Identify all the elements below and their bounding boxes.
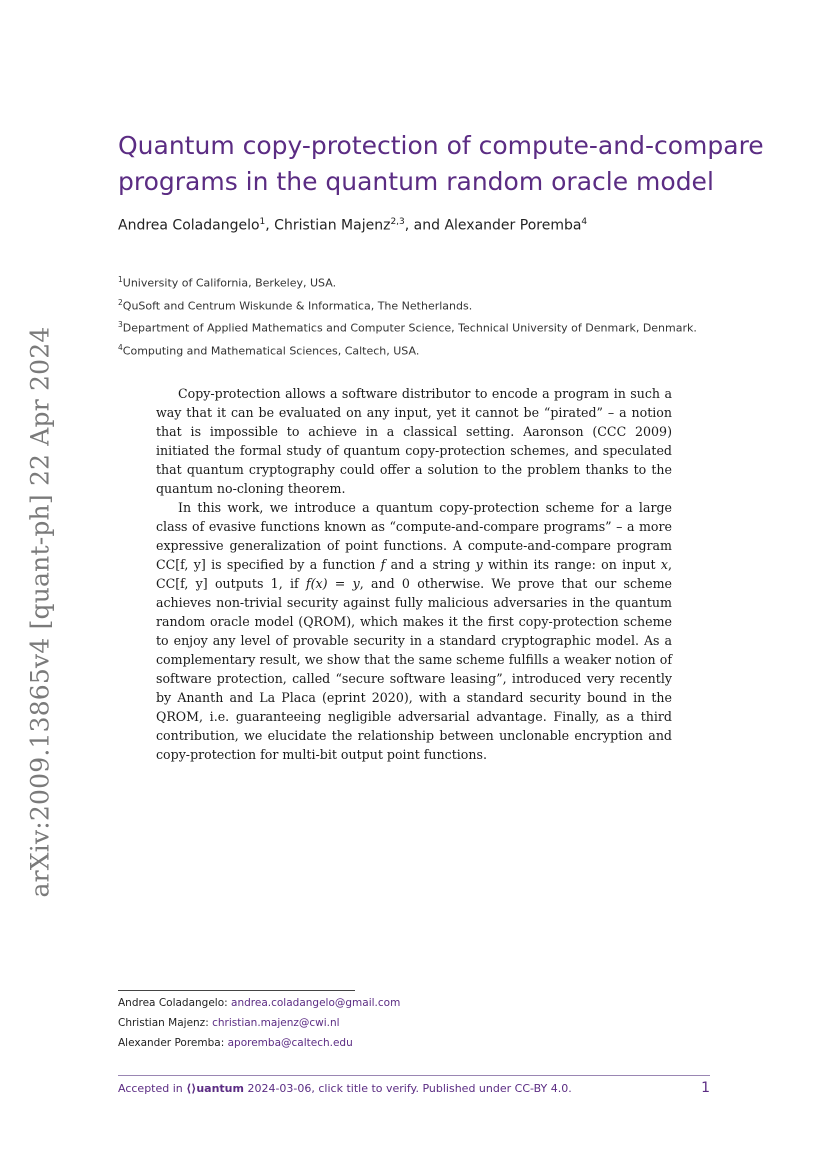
text-run: In this work, we introduce a quantum copy-protection scheme for a large class of evasive functions known as “compute-and-compare programs” – a more expressive generalization of point functions. A compute-and-compare program: [156, 500, 672, 553]
page-number: 1: [701, 1080, 710, 1096]
footnote-item: [118, 1013, 400, 1033]
footnote-item: [118, 1033, 400, 1053]
paper-title[interactable]: [118, 128, 764, 200]
footer-text: Accepted in: [118, 1082, 187, 1095]
math-f: f: [380, 557, 386, 572]
footnote-divider: [118, 990, 355, 991]
title-line-1: Quantum copy-protection of compute-and-compare: [118, 131, 764, 160]
abstract: [156, 384, 672, 764]
affiliation-list: [118, 270, 697, 361]
arxiv-stamp: arXiv:2009.13865v4 [quant-ph] 22 Apr 2024: [25, 326, 55, 898]
math-cc: CC[f, y]: [156, 576, 208, 591]
author-name: Andrea Coladangelo: [118, 217, 260, 234]
affiliation-text: Department of Applied Mathematics and Computer Science, Technical University of Denmark, Denmark.: [122, 321, 697, 335]
author-name: Christian Majenz: [274, 217, 391, 234]
text-run: is specified by a function: [205, 557, 381, 572]
author-affil-mark: 2,3: [390, 217, 405, 227]
affiliation-number: 3: [118, 320, 123, 330]
abstract-paragraph-1: Copy-protection allows a software distributor to encode a program in such a way that it can be evaluated on any input, yet it cannot be “pirated” – a notion that is impossible to achieve in a classical setting. Aaronson (CCC 2009) initiated the formal study of quantum copy-protection schemes, and speculated that quantum cryptography could offer a solution to the problem thanks to the quantum no-cloning theorem.: [156, 386, 672, 496]
math-equation: f(x) = y: [305, 576, 360, 591]
author-name: Alexander Poremba: [444, 217, 582, 234]
math-cc: CC[f, y]: [156, 557, 206, 572]
math-x: x: [660, 557, 668, 572]
footnote-author: Andrea Coladangelo:: [118, 997, 228, 1009]
title-line-2: programs in the quantum random oracle model: [118, 167, 714, 196]
email-link[interactable]: aporemba@caltech.edu: [227, 1037, 353, 1049]
quantum-journal-logo: ⟨⟩uantum: [186, 1082, 244, 1095]
text-run: and a string: [385, 557, 476, 572]
footer-divider: [118, 1075, 710, 1076]
footnote-author: Christian Majenz:: [118, 1017, 209, 1029]
abstract-paragraph-2: [156, 498, 672, 764]
footnote-author: Alexander Poremba:: [118, 1037, 225, 1049]
affiliation-number: 2: [118, 297, 123, 307]
affiliation-item: [118, 270, 697, 293]
email-link[interactable]: christian.majenz@cwi.nl: [212, 1017, 340, 1029]
affiliation-item: [118, 315, 697, 338]
text-run: within its range: on input: [482, 557, 661, 572]
math-y: y: [475, 557, 483, 572]
journal-notice[interactable]: [118, 1082, 572, 1095]
affiliation-text: University of California, Berkeley, USA.: [122, 276, 337, 290]
author-list: [118, 217, 587, 234]
affiliation-text: QuSoft and Centrum Wiskunde & Informatica, The Netherlands.: [122, 299, 473, 313]
author-affil-mark: 4: [581, 217, 588, 227]
footnote-list: [118, 993, 400, 1053]
affiliation-text: Computing and Mathematical Sciences, Caltech, USA.: [122, 344, 420, 358]
text-run: outputs 1, if: [207, 576, 306, 591]
text-run: , and 0 otherwise. We prove that our scheme achieves non-trivial security against fully malicious adversaries in the quantum random oracle model (QROM), which makes it the first copy-protection scheme to enjoy any level of provable security in a standard cryptographic model. As a complementary result, we show that the same scheme fulfills a weaker notion of software protection, called “secure software leasing”, introduced very recently by Ananth and La Placa (eprint 2020), with a standard security bound in the QROM, i.e. guaranteeing negligible adversarial advantage. Finally, as a third contribution, we elucidate the relationship between unclonable encryption and copy-protection for multi-bit output point functions.: [156, 576, 673, 762]
author-separator: , and: [404, 217, 445, 234]
author-affil-mark: 1: [259, 217, 266, 227]
affiliation-item: [118, 293, 697, 316]
email-link[interactable]: andrea.coladangelo@gmail.com: [231, 997, 401, 1009]
footer-text: 2024-03-06, click title to verify. Published under CC-BY 4.0.: [243, 1082, 572, 1095]
affiliation-number: 4: [118, 342, 123, 352]
text-run: ,: [668, 557, 673, 572]
affiliation-number: 1: [118, 275, 123, 284]
author-separator: ,: [265, 217, 275, 234]
affiliation-item: [118, 338, 697, 361]
footnote-item: [118, 993, 400, 1013]
